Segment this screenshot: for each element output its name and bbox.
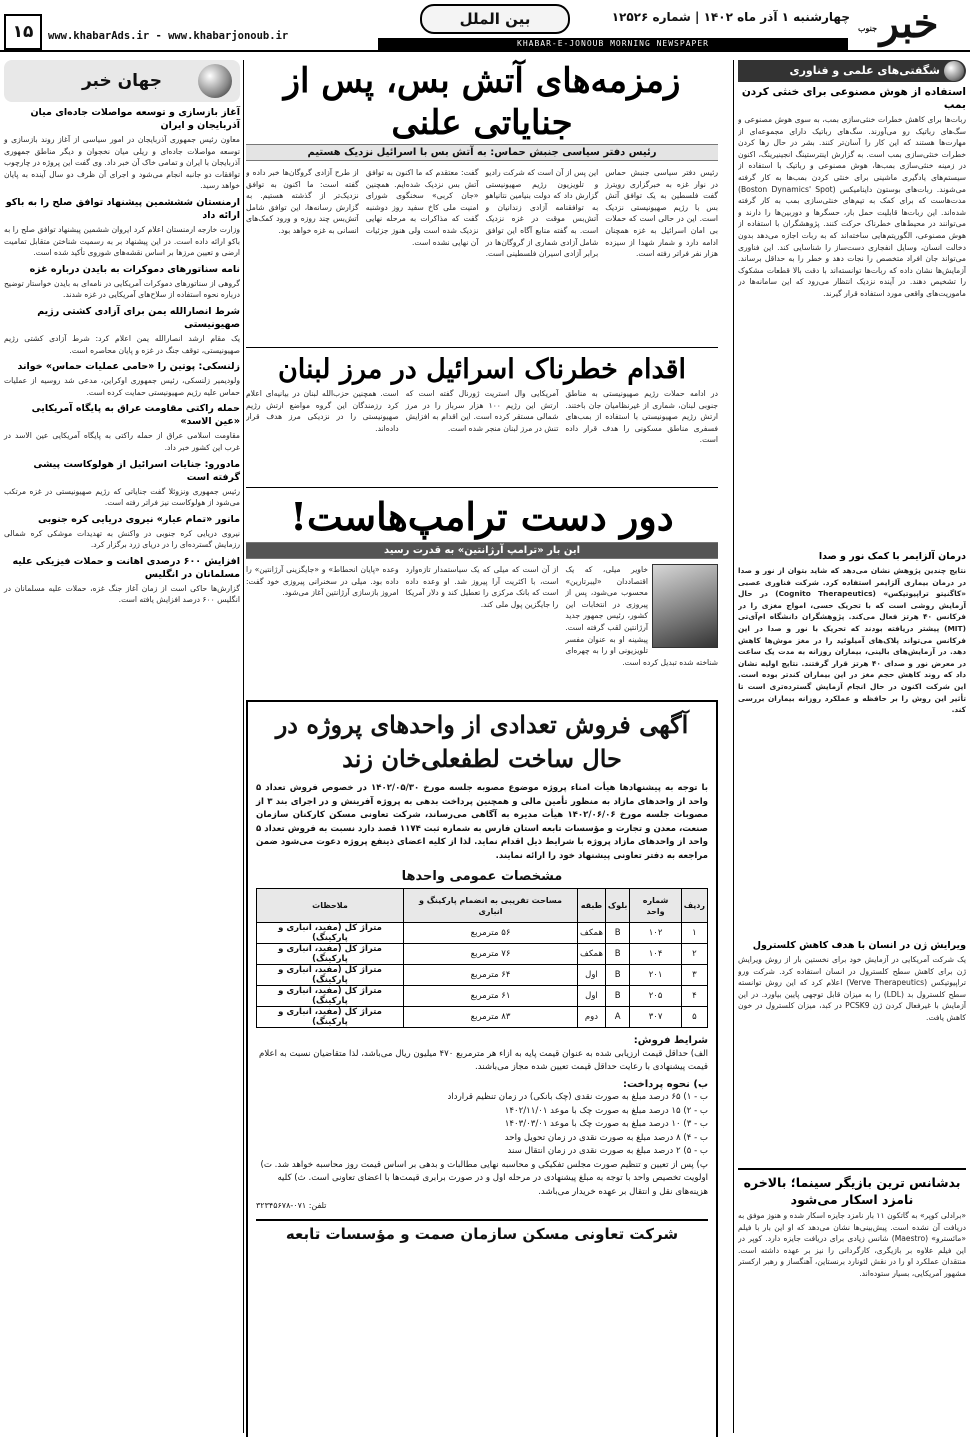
table-cell: ۳ [681, 965, 707, 986]
table-cell: دوم [578, 1007, 606, 1028]
table-header-cell: ردیف [681, 889, 707, 923]
brief-body: مقاومت اسلامی عراق از حمله راکتی به پایگاه آمریکایی عین الاسد در غرب این کشور خبر داد. [4, 431, 240, 452]
story-col: در ادامه حملات رژیم صهیونیستی به مناطق جنوبی لبنان، شماری از غیرنظامیان جان باختند. ارتش رژیم صهیونیستی با استفاده از بمب‌های فسفری مناطق مسکونی را هدف قرار داده است. [565, 389, 718, 445]
column-rule [243, 60, 244, 1433]
table-header-cell: مساحت تقریبی به انضمام پارکینگ و انباری [403, 889, 577, 923]
story-col: آمریکایی وال استریت ژورنال گفته است که ارتش این رژیم ۱۰۰ هزار سرباز را در مرز شمالی مستقر کرده است. این اقدام به افزایش تنش در مرز لبنان منجر شده است. [405, 389, 559, 433]
story-col: از آن است که میلی که یک سیاستمدار تازه‌وارد است، با اکثریت آرا پیروز شد. او وعده داده است که بانک مرکزی را تعطیل کند و دلار آمریکا را جایگزین پول ملی کند. [405, 565, 559, 609]
ad-intro: با توجه به پیشنهادها هیأت امناء پروژه موضوع مصوبه جلسه مورخ ۱۴۰۲/۰۵/۳۰ در خصوص فروش تعداد ۵ واحد از واحدهای مازاد به منظور تأمین مالی و همچنین پرداخت بدهی به پروژه آفرینش و در اجرای بند ۳ از مصوبات جلسه مورخ ۱۴۰۲/۰۶/۰۶ هیأت مدیره به آگاهی می‌رساند، شرکت تعاونی مسکن کارکنان سازمان صنعت، معدن و تجارت و مؤسسات تابعه استان فارس به شماره ثبت ۱۱۷۴ قصد دارد نسبت به فروش تعداد ۵ واحد از واحدهای مازاد پروژه با شرایط ذیل اقدام نماید. لذا از کلیه اعضای ذینفع پروژه دعوت می‌شود ضمن مراجعه به دفتر تعاونی پیشنهاد خود را ارائه نمایند. [256, 783, 709, 861]
article-body: یک شرکت آمریکایی در آزمایش خود برای نخستین بار از روش ویرایش ژن برای کاهش سطح کلسترول در انسان استفاده کرد. شرکت ورو تراپیوتیکس (Verve Therapeutics) اعلام کرد که این روش توانسته سطح کلسترول بد (LDL) را به میزان قابل توجهی پایین بیاورد. در این آزمایش با غیرفعال کردن ژن PCSK9 در کبد، میزان کلسترول در خون کاهش یافت. [738, 955, 966, 1022]
table-row [257, 986, 708, 1007]
units-table [256, 888, 708, 1028]
story-columns [246, 564, 718, 694]
divider [246, 487, 718, 488]
payment-item: ب - ۴) ۸ درصد مبلغ به صورت نقدی در زمان تحویل واحد [504, 1132, 708, 1143]
sale-advertisement [246, 700, 718, 1437]
story-columns [246, 388, 718, 483]
brief-body: رئیس جمهوری ونزوئلا گفت جنایاتی که رژیم صهیونیستی در غزه مرتکب می‌شود از هولوکاست نیز فراتر رفته است. [4, 486, 240, 508]
payment-item: ب - ۵) ۲ درصد مبلغ به صورت نقدی در زمان انتقال سند [507, 1146, 708, 1156]
table-cell: B [605, 944, 629, 965]
divider [246, 347, 718, 348]
divider [738, 1168, 966, 1170]
portrait-photo [652, 564, 718, 648]
table-cell: ۶۱ مترمربع [403, 986, 577, 1007]
table-cell: همکف [578, 923, 606, 944]
masthead [0, 0, 970, 52]
brief-body: معاون رئیس جمهوری آذربایجان در امور سیاسی از آغاز روند بازسازی و توسعه مواصلات جاده‌ای و ریلی میان نخجوان و دیگر مناطق جمهوری آذربایجان با ایران و تمامی خاک آن خبر داد. وی گفت این پروژه در چارچوب توافقات دو جانبه انجام می‌شود و اجرای آن ظرف دو سال آینده به پایان خواهد رسید. [4, 135, 240, 191]
table-cell: ۱ [681, 923, 707, 944]
right-column [738, 60, 966, 1433]
story-columns [246, 167, 718, 343]
article-body: نتایج چندین پژوهش نشان می‌دهد که شاید بتوان از نور و صدا در درمان بیماری آلزایمر استفاده کرد. شرکت فناوری عصبی «کاگنیتو تراپیوتیکس» (Cognito Therapeutics) در حال آزمایش روشی است که با تحریک حسی، امواج مغزی را در فرکانس ۴۰ هرتز فعال می‌کند. پژوهشگران دانشگاه ام‌آی‌تی (MIT) پیشتر دریافته بودند که تحریک با نور و صدا در این فرکانس می‌تواند پلاک‌های آمیلوئید را در مغز موش‌ها کاهش دهد. در آزمایش‌های بالینی، بیماران روزانه به مدت یک ساعت در معرض نور و صدای ۴۰ هرتز قرار گرفتند. نتایج اولیه نشان داد که روند کاهش حجم مغز در این بیماران کندتر بوده است. این شرکت اکنون در حال انجام آزمایش گسترده‌تری است تا تأثیر این روش را بر حافظه و عملکرد روزانه بیماران بررسی کند. [738, 566, 966, 715]
brief-body: یک مقام ارشد انصارالله یمن اعلام کرد: شرط آزادی کشتی رژیم صهیونیستی، توقف جنگ در غزه و پایان محاصره است. [4, 333, 240, 355]
newspaper-logo [854, 2, 964, 46]
table-cell: ۵۶ مترمربع [403, 923, 577, 944]
article-title: استفاده از هوش مصنوعی برای خنثی کردن بمب [741, 86, 966, 111]
table-cell: ۳۰۷ [630, 1007, 681, 1028]
payment-item: ب - ۲) ۱۵ درصد مبلغ به صورت چک با موعد ۱۴۰۲/۱۱/۰۱ [504, 1105, 708, 1116]
brief-title: افزایش ۶۰۰ درصدی اهانت و حملات فیزیکی علیه مسلمانان در انگلیس [12, 555, 240, 580]
globe-icon [198, 64, 232, 98]
table-cell: ۴ [681, 986, 707, 1007]
table-cell: A [605, 1007, 629, 1028]
table-header-cell: بلوک [605, 889, 629, 923]
brief-title: حمله راکتی مقاومت عراق به پایگاه آمریکایی «عین الاسد» [31, 403, 240, 428]
table-row [257, 1007, 708, 1028]
table-cell: ۵ [681, 1007, 707, 1028]
table-row [257, 923, 708, 944]
brief-title: زلنسکی: پوتین را «حامی عملیات حماس» خواند [17, 361, 240, 373]
article-title: درمان آلزایمر با کمک نور و صدا [818, 551, 966, 562]
ad-title: آگهی فروش تعدادی از واحدهای پروژه در حال ساخت لطفعلی‌خان زند [275, 710, 689, 773]
table-cell: اول [578, 986, 606, 1007]
english-name: KHABAR-E-JONOUB MORNING NEWSPAPER [378, 38, 848, 50]
ad-contact: تلفن: ۰۷۱-۳۲۳۴۵۶۷۸ [256, 1201, 327, 1210]
table-cell: ۱۰۲ [630, 923, 681, 944]
table-cell: متراژ کل (مفید، انباری و پارکینگ) [257, 944, 404, 965]
brief-title: نامه سناتورهای دموکرات به بایدن درباره غزه [29, 263, 240, 275]
ad-signature: شرکت تعاونی مسکن سازمان صمت و مؤسسات تابعه [256, 1219, 708, 1243]
globe-icon [944, 61, 964, 81]
table-cell: B [605, 986, 629, 1007]
table-cell: متراژ کل (مفید، انباری و پارکینگ) [257, 1007, 404, 1028]
table-header-cell: طبقه [578, 889, 606, 923]
story-col: خاویر میلی، که یک اقتصاددان «لیبرتارین» محسوب می‌شود، پس از پیروزی در انتخابات این کشور، رئیس جمهور جدید آرژانتین لقب گرفته است. پیشینه او به عنوان مفسر تلویزیونی او را به چهره‌ای شناخته شده تبدیل کرده است. [565, 565, 718, 667]
table-header-cell: شماره واحد [630, 889, 681, 923]
headline: زمزمه‌های آتش بس، پس از جنایاتی علنی [283, 61, 681, 143]
dateline: چهارشنبه ۱ آذر ماه ۱۴۰۲ | شماره ۱۲۵۲۶ [611, 10, 850, 24]
story-col: است. همچنین حزب‌الله لبنان در بیانیه‌ای اعلام کرد رزمندگان این گروه مواضع ارتش رژیم صهیونیستی را در نزدیکی مرز هدف قرار داده‌اند. [246, 389, 399, 433]
world-news-tag: جهان خبر [4, 60, 240, 102]
table-cell: متراژ کل (مفید، انباری و پارکینگ) [257, 923, 404, 944]
left-column [4, 60, 240, 1433]
story-col: رئیس دفتر سیاسی جنبش حماس در نوار غزه به خبرگزاری رویترز گفت فلسطین به یک توافق آتش بس با رژیم صهیونیستی نزدیک است. این در حالی است که حملات بی امان اسرائیل به غزه همچنان ادامه دارد و شمار شهدا از سیزده هزار نفر فراتر رفته است. [605, 168, 718, 259]
story-col: وعده «پایان انحطاط» و «جایگزینی آرژانتین» را داده بود. میلی در سخنرانی پیروزی خود گفت: امروز بازسازی آرژانتین آغاز می‌شود. [246, 565, 399, 598]
logo-text: خبر [879, 0, 939, 47]
table-cell: ۶۴ مترمربع [403, 965, 577, 986]
science-tag: شگفتی‌های علمی و فناوری [738, 60, 966, 82]
brief-body: نیروی دریایی کره جنوبی در واکنش به تهدیدات موشکی کره شمالی رزمایش گسترده‌ای را در دریای زرد برگزار کرد. [4, 528, 240, 550]
table-title: مشخصات عمومی واحدها [401, 869, 563, 884]
article-body: «برادلی کوپر» به گاتکون ۱۱ بار نامزد جایزه اسکار شده و هنوز موفق به دریافت آن نشده است. پیش‌بینی‌ها نشان می‌دهد که او این بار با فیلم «مائسترو» (Maestro) شانس زیادی برای دریافت جایزه دارد. کوپر در این فیلم علاوه بر بازیگری، کارگردانی را نیز بر عهده داشته است. منتقدان عملکرد او را در نقش لئونارد برنستاین، آهنگساز و رهبر ارکستر مشهور آمریکایی، بسیار ستوده‌اند. [738, 1211, 966, 1278]
brief-title: مادورو: جنایات اسرائیل از هولوکاست پیشی گرفته است [33, 458, 240, 483]
kicker: رئیس دفتر سیاسی جنبش حماس: به آتش بس با اسرائیل نزدیک هستیم [246, 144, 718, 161]
brief-title: ارمنستان شششمین پیشنهاد توافق صلح را به باکو ارائه داد [5, 196, 240, 221]
section-label: بین الملل [420, 4, 570, 34]
table-cell: ۲۰۱ [630, 965, 681, 986]
table-cell: ۲ [681, 944, 707, 965]
news-brief-list [4, 106, 240, 606]
story-col: گفت: معتقدم که ما اکنون به توافق آتش بس نزدیک شده‌ایم. همچنین «جان کربی» سخنگوی شورای امنیت ملی کاخ سفید روز دوشنبه گفت که مذاکرات به مرحله نهایی نزدیک شده است ولی هنوز جزئیات آن نهایی نشده است. [365, 168, 479, 247]
brief-title: شرط انصارالله یمن برای آزادی کشتی رژیم صهیونیستی [37, 305, 240, 330]
kicker: این بار «ترامپ آرژانتین» به قدرت رسید [246, 542, 718, 559]
table-row [257, 944, 708, 965]
table-row [257, 965, 708, 986]
payment-list [256, 1091, 708, 1159]
page-number: ۱۵ [4, 14, 42, 50]
table-cell: B [605, 923, 629, 944]
column-rule [733, 60, 734, 1433]
brief-body: گزارش‌ها حاکی است از زمان آغاز جنگ غزه، حملات علیه مسلمانان در انگلیس ۶۰۰ درصد افزایش یافته است. [4, 583, 240, 605]
article-body: ربات‌ها برای کاهش خطرات خنثی‌سازی بمب، به سوی هوش مصنوعی و سگ‌های رباتیک رو می‌آورند. سگ‌های رباتیک دارای مجموعه‌ای از مهارت‌ها هستند که این کار را آسان‌تر کنند. بشر در حال رها کردن خطرات خنثی‌سازی بمب است. به گزارش اینترستینگ انجینیرینگ، اکنون در زمینه خنثی‌سازی بمب‌ها، هوش مصنوعی و رباتیک با استفاده از سیستم‌های یادگیری ماشینی برای خنثی کردن بمب‌ها به کار گرفته می‌شوند. ربات‌های بوستون داینامیکس (Boston Dynamics' Spot) مدت‌هاست که برای کمک به تیم‌های خنثی‌سازی بمب به کار گرفته شده‌اند. این ربات‌ها قابلیت حمل بار، حسگرها و دوربین‌ها را دارند و می‌توانند در محیط‌های خطرناک حرکت کنند. پژوهشگران با استفاده از هوش مصنوعی، الگوریتم‌هایی ساخته‌اند که به ربات اجازه می‌دهد بدون دخالت انسان، وسایل انفجاری دست‌ساز را شناسایی کند. این فناوری می‌تواند جان افراد متخصص را نجات دهد و خطر را به حداقل برساند. آزمایش‌ها نشان داده که ربات‌ها توانسته‌اند با دقت بالا قطعات مشکوک را تشخیص دهند. در آینده نزدیک انتظار می‌رود که این سامانه‌ها در ماموریت‌های واقعی مورد استفاده قرار گیرند. [738, 115, 966, 298]
brief-body: گروهی از سناتورهای دموکرات آمریکایی در نامه‌ای به بایدن خواستار توضیح درباره نحوه استفاده از سلاح‌های آمریکایی در غزه شدند. [4, 278, 240, 300]
table-cell: ۲۰۵ [630, 986, 681, 1007]
article-title: بدشانس ترین بازیگر سینما؛ بالاخره نامزد اسکار می‌شود [743, 1175, 961, 1207]
brief-title: آغاز بازسازی و توسعه مواصلات جاده‌ای میان آذربایجان و ایران [30, 107, 240, 131]
center-area [246, 60, 718, 1437]
headline: اقدام خطرناک اسرائیل در مرز لبنان [277, 354, 687, 385]
table-header-cell: ملاحظات [257, 889, 404, 923]
table-cell: متراژ کل (مفید، انباری و پارکینگ) [257, 986, 404, 1007]
website-urls[interactable]: www.khabarAds.ir - www.khabarjonoub.ir [48, 30, 289, 42]
story-col: این پس از آن است که شرکت رادیو و تلویزیون رژیم صهیونیستی گزارش داد که دولت بنیامین نتانیاهو به توافقنامه آزادی زندانیان و آتش‌بس موقت در غزه نزدیک است. به گفته منابع آگاه این توافق شامل آزادی شماری از گروگان‌ها در برابر آزادی اسیران فلسطینی است. [485, 168, 599, 259]
payment-item: ب - ۱) ۶۵ درصد مبلغ به صورت نقدی (چک بانکی) در زمان تنظیم قرارداد [447, 1092, 708, 1102]
sale-terms: شرایط فروش: الف) حداقل قیمت ارزیابی شده به عنوان قیمت پایه به ازاء هر مترمربع ۴۷۰ میلیون ریال می‌باشد، لذا متقاضیان نسبت به اعلام قیمت پیشنهادی با رعایت حداقل قیمت تعیین شده مجاز می‌باشند. ب) نحوه پرداخت: ب - ۱) ۶۵ درصد مبلغ به صورت نقدی (چک بانکی) در زمان تنظیم قرارداد ب - ۲) ۱۵ درصد مبلغ به صورت چک با موعد ۱۴۰۲/۱۱/۰۱ ب - ۳) ۱۰ درصد مبلغ به صورت چک با موعد ۱۴۰۳/۰۳/۰۱ ب - ۴) ۸ درصد مبلغ به صورت نقدی در زمان تحویل واحد ب - ۵) ۲ درصد مبلغ به صورت نقدی در زمان انتقال سند پ) پس از تعیین و تنظیم صورت مجلس تفکیکی و محاسبه نهایی مطالبات و بدهی بر اساس قیمت روز محاسبه خواهد شد. ت) اولویت تخصیص واحد با توجه به مبلغ پیشنهادی در مرحله اول و در صورت برابری قیمت‌ها با اعضای تعاونی است. ث) کلیه هزینه‌های نقل و انتقال بر عهده خریدار می‌باشد. تلفن: ۰۷۱-۳۲۳۴۵۶۷۸ [256, 1034, 708, 1213]
logo-sub: جنوب [858, 23, 878, 33]
story-col: از طرح آزادی گروگان‌ها خبر داده و گفته است: ما اکنون به توافق نزدیک‌تر از گذشته هستیم. به گزارش رسانه‌ها، این توافق شامل آتش‌بس چند روزه و ورود کمک‌های انسانی به غزه خواهد بود. [246, 168, 359, 235]
table-cell: ۷۶ مترمربع [403, 944, 577, 965]
table-cell: ۸۳ مترمربع [403, 1007, 577, 1028]
table-cell: B [605, 965, 629, 986]
brief-body: وزارت خارجه ارمنستان اعلام کرد ایروان ششمین پیشنهاد توافق صلح را به باکو ارائه داده است. در این پیشنهاد بر به رسمیت شناختن متقابل تمامیت ارضی و تعیین مرزها بر اساس نقشه‌های شوروی تأکید شده است. [4, 224, 240, 258]
brief-body: ولودیمیر زلنسکی، رئیس جمهوری اوکراین، مدعی شد روسیه از عملیات حماس علیه رژیم صهیونیستی حمایت کرده است. [4, 376, 240, 397]
table-cell: اول [578, 965, 606, 986]
table-cell: ۱۰۴ [630, 944, 681, 965]
brief-title: مانور «تمام عیار» نیروی دریایی کره جنوبی [38, 513, 240, 525]
payment-item: ب - ۳) ۱۰ درصد مبلغ به صورت چک با موعد ۱۴۰۳/۰۳/۰۱ [504, 1119, 708, 1129]
table-cell: متراژ کل (مفید، انباری و پارکینگ) [257, 965, 404, 986]
table-cell: همکف [578, 944, 606, 965]
headline: دور دست ترامپ‌هاست! [290, 494, 674, 539]
article-title: ویرایش ژن در انسان با هدف کاهش کلسترول [752, 940, 966, 951]
